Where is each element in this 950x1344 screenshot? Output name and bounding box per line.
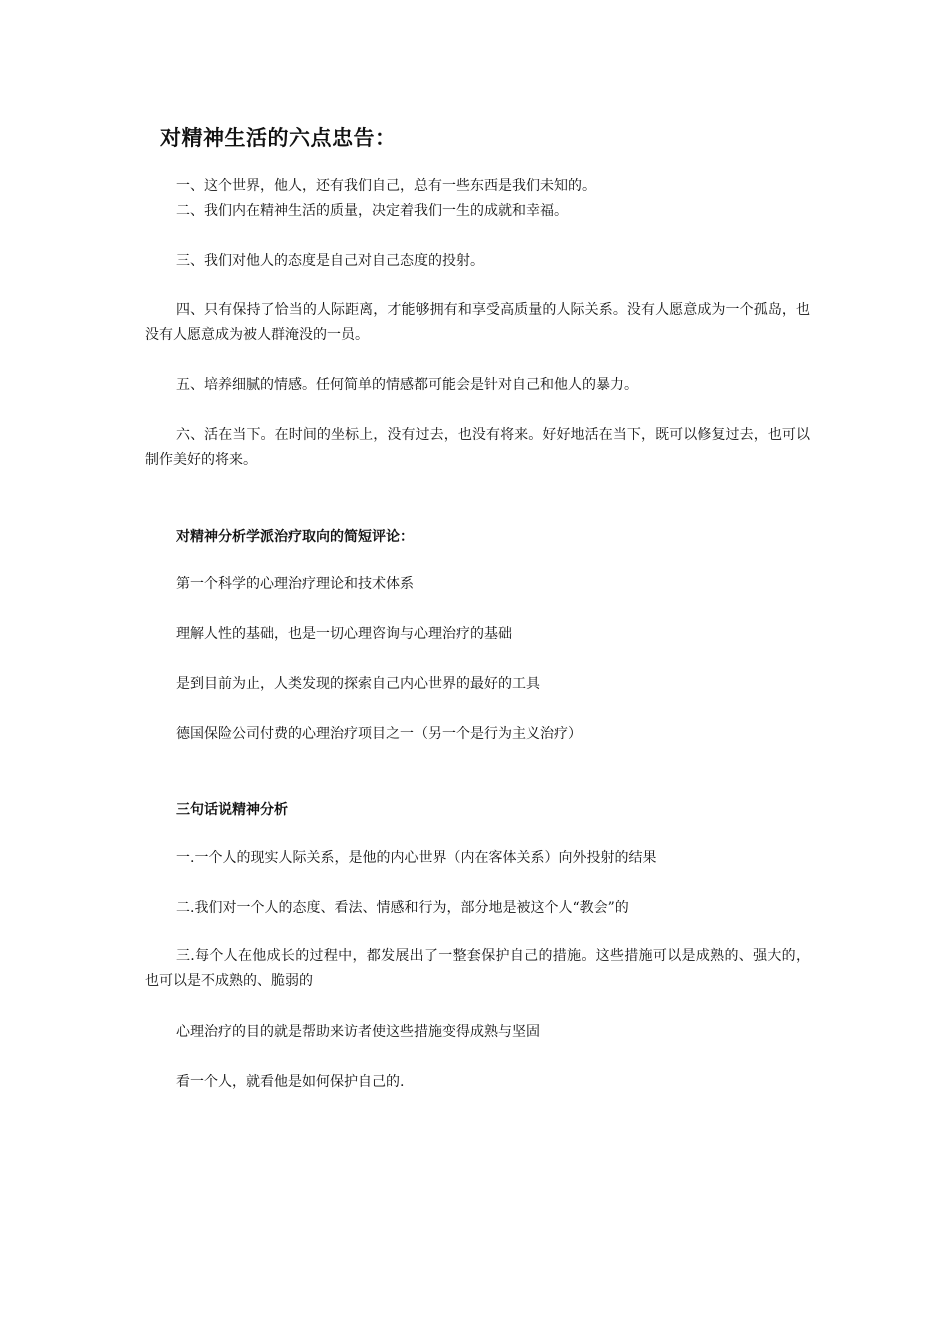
commentary-item-4: 德国保险公司付费的心理治疗项目之一（另一个是行为主义治疗）: [176, 726, 582, 742]
advice-item-4: 四、只有保持了恰当的人际距离，才能够拥有和享受高质量的人际关系。没有人愿意成为一个孤岛，也没有人愿意成为被人群淹没的一员。: [145, 302, 810, 343]
document-title: 对精神生活的六点忠告：: [160, 126, 397, 150]
commentary-item-3: 是到目前为止，人类发现的探索自己内心世界的最好的工具: [176, 676, 540, 692]
three-sentences-item-1: 一.一个人的现实人际关系，是他的内心世界（内在客体关系）向外投射的结果: [176, 850, 657, 866]
advice-item-6: 六、活在当下。在时间的坐标上，没有过去，也没有将来。好好地活在当下，既可以修复过去，也可以制作美好的将来。: [145, 427, 810, 468]
advice-item-3: 三、我们对他人的态度是自己对自己态度的投射。: [176, 253, 484, 269]
section-heading-three-sentences: 三句话说精神分析: [176, 802, 288, 818]
section-heading-commentary: 对精神分析学派治疗取向的简短评论：: [176, 529, 414, 545]
three-sentences-item-2: 二.我们对一个人的态度、看法、情感和行为，部分地是被这个人“教会”的: [176, 900, 629, 916]
advice-item-5: 五、培养细腻的情感。任何简单的情感都可能会是针对自己和他人的暴力。: [176, 377, 638, 393]
advice-item-1: 一、这个世界，他人，还有我们自己，总有一些东西是我们未知的。: [176, 178, 596, 194]
closing-line: 看一个人，就看他是如何保护自己的.: [176, 1074, 405, 1090]
commentary-item-2: 理解人性的基础，也是一切心理咨询与心理治疗的基础: [176, 626, 512, 642]
three-sentences-item-3: 三.每个人在他成长的过程中，都发展出了一整套保护自己的措施。这些措施可以是成熟的、强大的，也可以是不成熟的、脆弱的: [145, 948, 810, 989]
therapy-goal-line: 心理治疗的目的就是帮助来访者使这些措施变得成熟与坚固: [176, 1024, 540, 1040]
advice-item-2: 二、我们内在精神生活的质量，决定着我们一生的成就和幸福。: [176, 203, 568, 219]
commentary-item-1: 第一个科学的心理治疗理论和技术体系: [176, 576, 414, 592]
